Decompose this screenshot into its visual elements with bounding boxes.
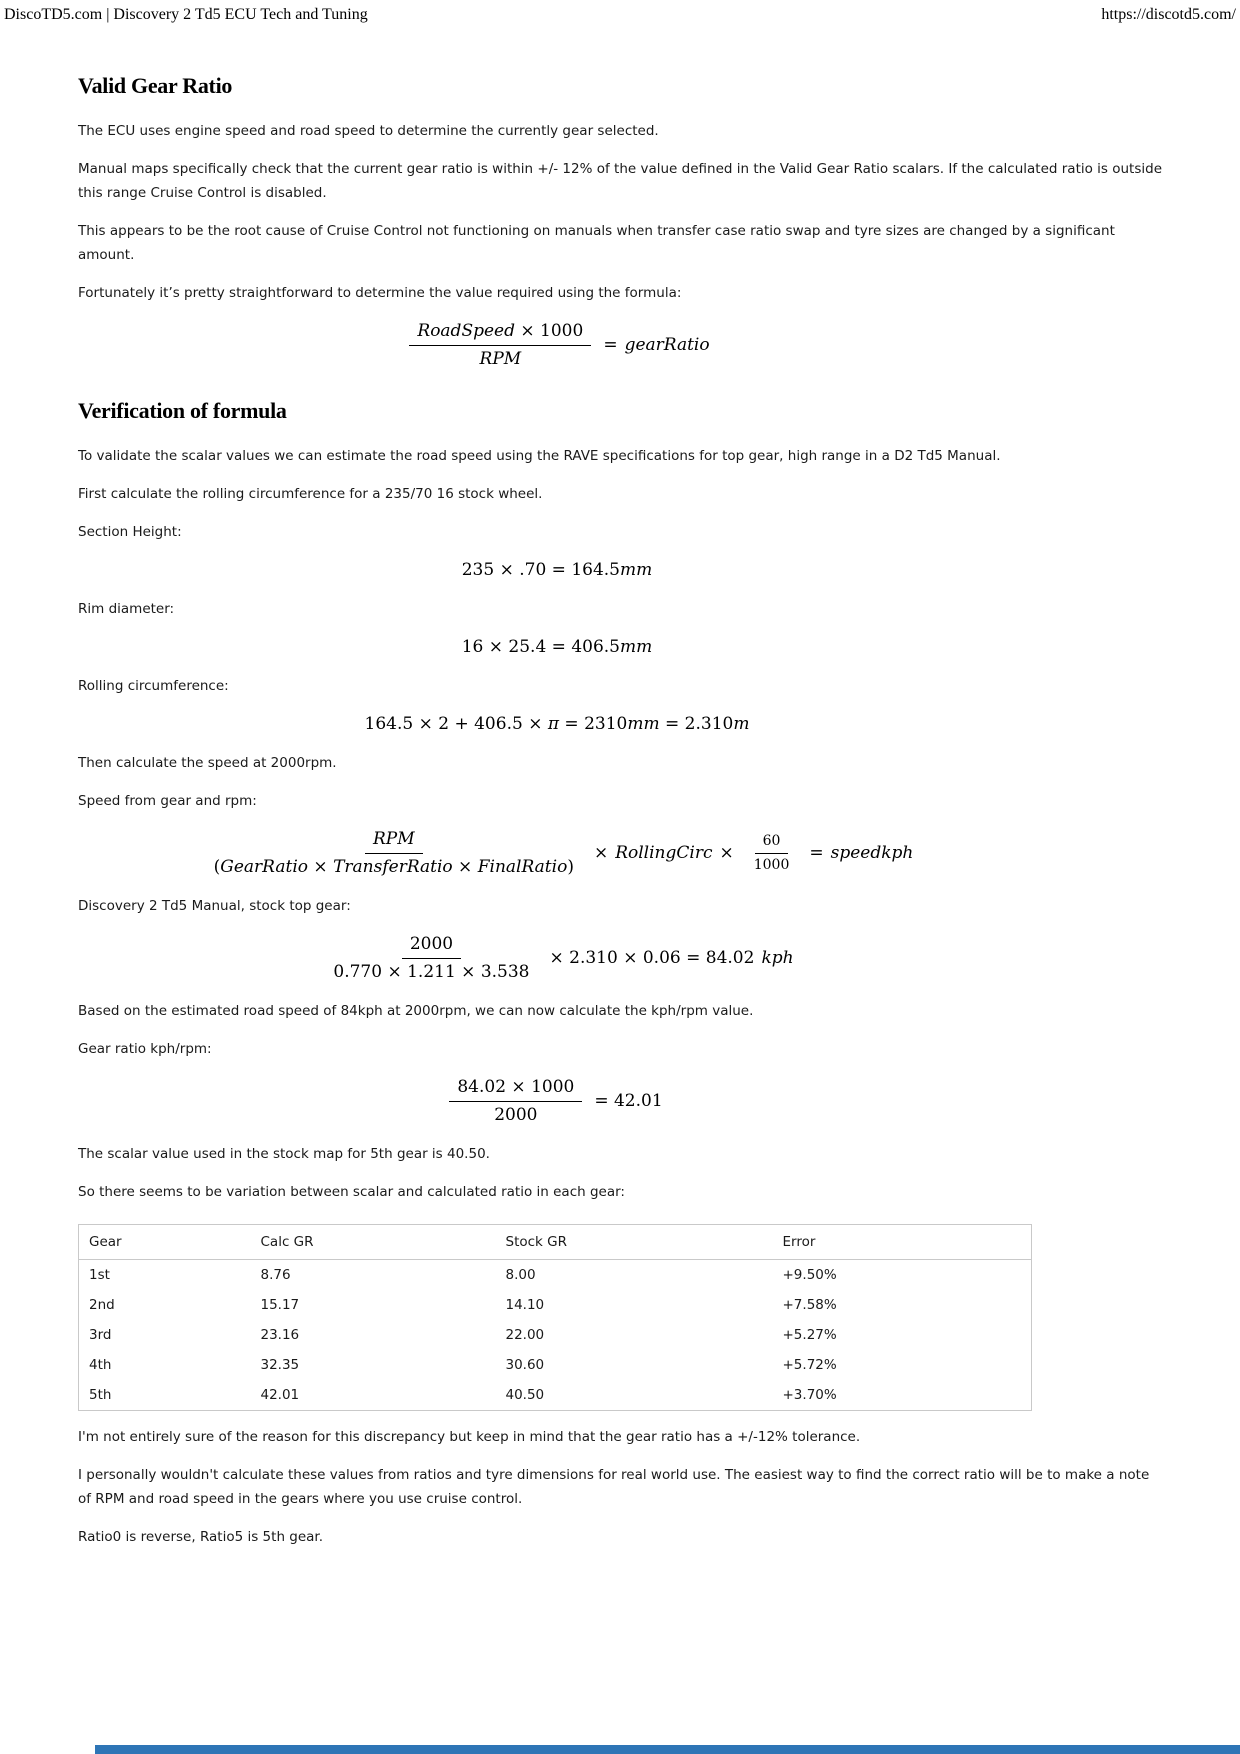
- print-header: [4, 6, 1236, 24]
- paragraph: The scalar value used in the stock map for 5th gear is 40.50.: [78, 1146, 490, 1162]
- header-url: https://discotd5.com/: [1101, 6, 1236, 23]
- label-stock-top-gear: Discovery 2 Td5 Manual, stock top gear:: [78, 898, 351, 914]
- fraction: $\frac{2000}{0.770 \times 1.211 \times 3.538}$: [333, 934, 530, 982]
- table-header-error: Error: [773, 1225, 1032, 1260]
- cell-error: +5.27%: [782, 1327, 837, 1343]
- paragraph: Based on the estimated road speed of 84kph at 2000rpm, we can now calculate the kph/rpm value.: [78, 1003, 754, 1019]
- paragraph: Manual maps specifically check that the current gear ratio is within +/- 12% of the value defined in the Valid Gear Ratio scalars. If the calculated ratio is outside this range Cruise Control is disabled.: [78, 161, 1163, 201]
- cell-calc-gr: 42.01: [260, 1387, 300, 1403]
- cell-stock-gr: 30.60: [505, 1357, 545, 1373]
- fraction: $\frac{60}{1000}$: [753, 833, 790, 873]
- heading-valid-gear-ratio: Valid Gear Ratio: [78, 73, 233, 98]
- table-header-row: [79, 1225, 1032, 1260]
- fraction: $\frac{\text{RoadSpeed × 1000}}{\text{RPM}}$: [409, 321, 591, 370]
- table-header-calc-gr: Calc GR: [251, 1225, 496, 1260]
- fraction: $\frac{84.02 \times 1000}{2000}$: [449, 1077, 582, 1126]
- paragraph: So there seems to be variation between scalar and calculated ratio in each gear:: [78, 1184, 625, 1200]
- cell-error: +9.50%: [782, 1267, 837, 1283]
- cell-gear: 1st: [89, 1267, 110, 1283]
- cell-calc-gr: 23.16: [260, 1327, 300, 1343]
- article: [78, 73, 1162, 1563]
- paragraph: Then calculate the speed at 2000rpm.: [78, 755, 337, 771]
- heading-verification-of-formula: Verification of formula: [78, 398, 287, 423]
- cell-stock-gr: 22.00: [505, 1327, 545, 1343]
- cell-error: +3.70%: [782, 1387, 837, 1403]
- paragraph: I'm not entirely sure of the reason for this discrepancy but keep in mind that the gear ratio has a +/-12% tolerance.: [78, 1429, 861, 1445]
- paragraph: Ratio0 is reverse, Ratio5 is 5th gear.: [78, 1529, 324, 1545]
- cell-error: +5.72%: [782, 1357, 837, 1373]
- paragraph: First calculate the rolling circumference for a 235/70 16 stock wheel.: [78, 486, 543, 502]
- header-title: DiscoTD5.com | Discovery 2 Td5 ECU Tech and Tuning: [4, 6, 368, 23]
- label-rolling-circumference: Rolling circumference:: [78, 678, 229, 694]
- cell-calc-gr: 8.76: [260, 1267, 291, 1283]
- paragraph: This appears to be the root cause of Cruise Control not functioning on manuals when transfer case ratio swap and tyre sizes are changed by a significant amount.: [78, 223, 1115, 263]
- cell-calc-gr: 15.17: [260, 1297, 300, 1313]
- table-row: [79, 1290, 1032, 1320]
- table-row: [79, 1320, 1032, 1350]
- paragraph: To validate the scalar values we can estimate the road speed using the RAVE specifications for top gear, high range in a D2 Td5 Manual.: [78, 448, 1001, 464]
- fraction: $\frac{\text{RPM}}{\text{(GearRatio × TransferRatio × FinalRatio)}}$: [213, 829, 574, 877]
- paragraph: Fortunately it’s pretty straightforward to determine the value required using the formula:: [78, 285, 682, 301]
- table-row: [79, 1260, 1032, 1291]
- paragraph: The ECU uses engine speed and road speed to determine the currently gear selected.: [78, 123, 659, 139]
- table-row: [79, 1350, 1032, 1380]
- formula-gear-ratio: $\frac{\text{RoadSpeed × 1000}}{\text{RPM}}$ = gearRatio: [78, 321, 1036, 370]
- cell-error: +7.58%: [782, 1297, 837, 1313]
- formula-stock-top-gear: $\frac{2000}{0.770 \times 1.211 \times 3.538}$ × 2.310 × 0.06 = 84.02 kph: [78, 934, 1036, 983]
- cell-gear: 3rd: [89, 1327, 112, 1343]
- footer-accent-bar: [95, 1745, 1240, 1754]
- formula-speed-from-gear: $\frac{\text{RPM}}{\text{(GearRatio × TransferRatio × FinalRatio)}}$ × RollingCirc × $\frac{60}{1000}$ = speedkph: [78, 829, 1036, 878]
- label-gear-ratio-kph-rpm: Gear ratio kph/rpm:: [78, 1041, 212, 1057]
- table-row: [79, 1380, 1032, 1411]
- label-rim-diameter: Rim diameter:: [78, 601, 175, 617]
- table-header-stock-gr: Stock GR: [496, 1225, 773, 1260]
- cell-stock-gr: 14.10: [505, 1297, 545, 1313]
- cell-stock-gr: 8.00: [505, 1267, 536, 1283]
- table-header-gear: Gear: [79, 1225, 251, 1260]
- cell-gear: 2nd: [89, 1297, 115, 1313]
- formula-kph-per-rpm: $\frac{84.02 \times 1000}{2000}$ = 42.01: [78, 1077, 1036, 1126]
- label-speed-from-gear: Speed from gear and rpm:: [78, 793, 257, 809]
- formula-rolling-circumference: 164.5 × 2 + 406.5 × π = 2310 mm = 2.310 m: [364, 714, 750, 734]
- paragraph: I personally wouldn't calculate these values from ratios and tyre dimensions for real world use. The easiest way to find the correct ratio will be to make a note of RPM and road speed in the gears where you use cruise control.: [78, 1467, 1150, 1507]
- cell-gear: 5th: [89, 1387, 112, 1403]
- cell-stock-gr: 40.50: [505, 1387, 545, 1403]
- label-section-height: Section Height:: [78, 524, 182, 540]
- cell-gear: 4th: [89, 1357, 112, 1373]
- gear-ratio-table: [78, 1224, 1032, 1411]
- formula-section-height: 235 × .70 = 164.5 mm: [461, 560, 653, 580]
- cell-calc-gr: 32.35: [260, 1357, 300, 1373]
- formula-rim-diameter: 16 × 25.4 = 406.5 mm: [461, 637, 653, 657]
